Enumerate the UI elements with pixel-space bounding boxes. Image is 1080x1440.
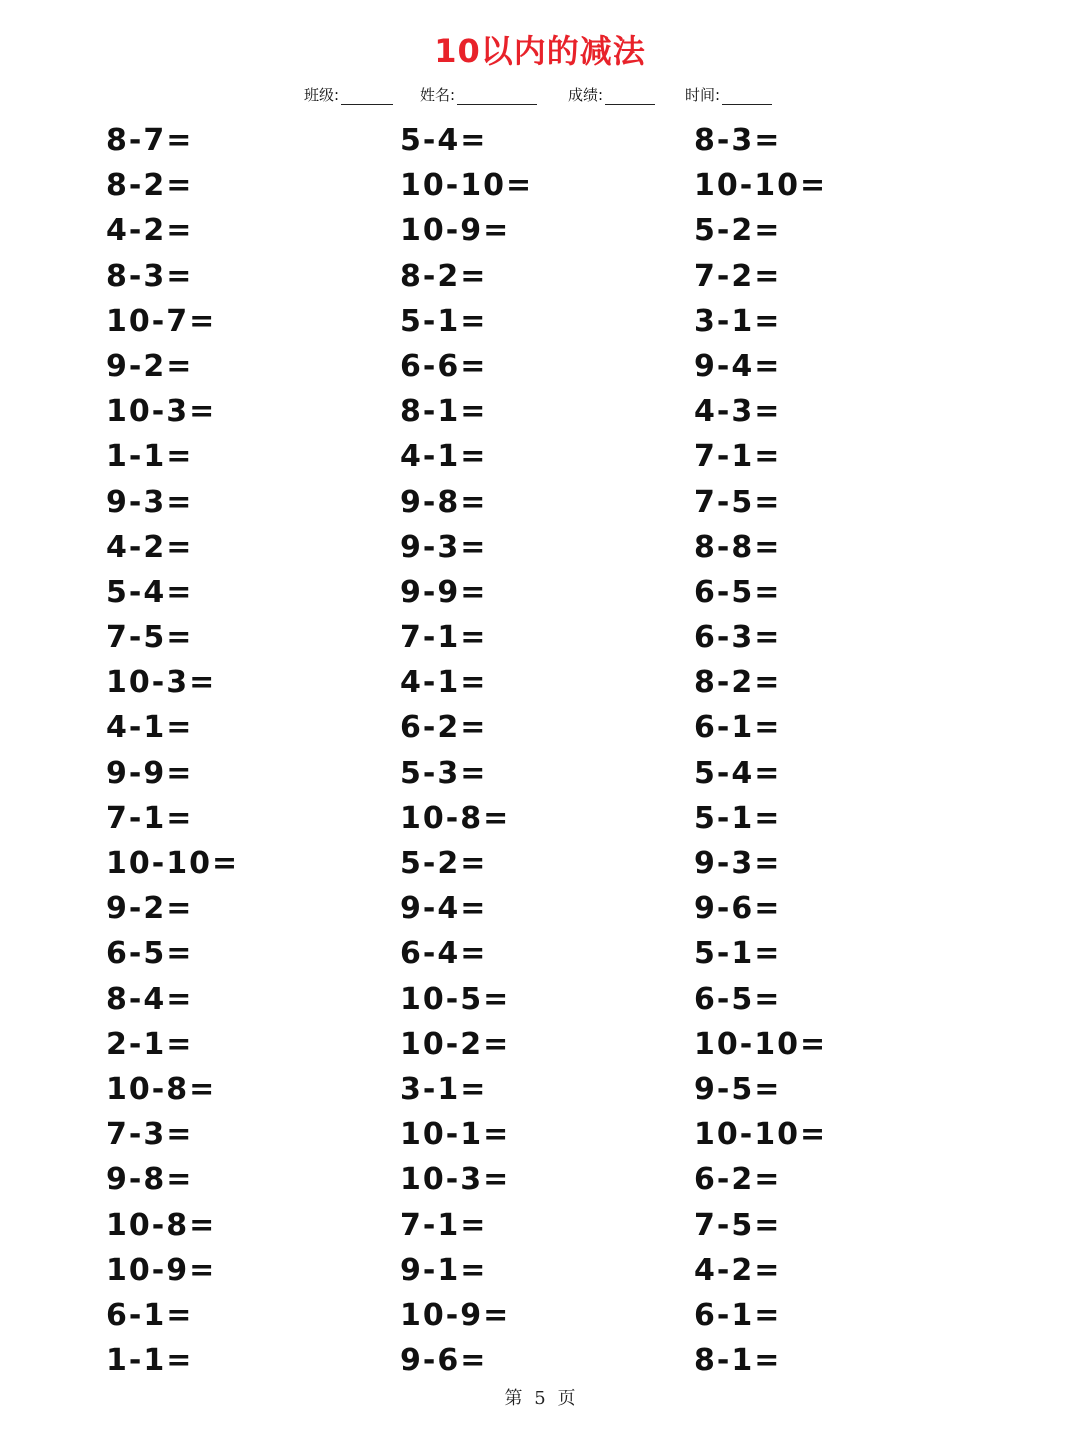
time-blank bbox=[722, 90, 772, 105]
math-problem: 7-3= bbox=[106, 1117, 194, 1153]
score-blank bbox=[605, 90, 655, 105]
math-problem: 10-3= bbox=[400, 1162, 511, 1198]
student-info-row bbox=[0, 84, 1080, 106]
math-problem: 10-8= bbox=[400, 800, 511, 836]
math-problem: 10-10= bbox=[400, 168, 534, 204]
math-problem: 7-1= bbox=[106, 800, 194, 836]
math-problem: 7-2= bbox=[694, 258, 782, 294]
math-problem: 5-4= bbox=[106, 574, 194, 610]
math-problem: 5-1= bbox=[694, 936, 782, 972]
math-problem: 6-5= bbox=[106, 936, 194, 972]
math-problem: 10-10= bbox=[694, 168, 828, 204]
problem-column-2 bbox=[400, 118, 690, 1383]
math-problem: 4-2= bbox=[106, 529, 194, 565]
math-problem: 6-2= bbox=[694, 1162, 782, 1198]
math-problem: 8-2= bbox=[694, 665, 782, 701]
math-problem: 9-8= bbox=[106, 1162, 194, 1198]
math-problem: 9-3= bbox=[694, 846, 782, 881]
math-problem: 2-1= bbox=[106, 1026, 194, 1062]
math-problem: 5-2= bbox=[400, 846, 488, 881]
math-problem: 10-9= bbox=[106, 1252, 217, 1288]
math-problem: 5-4= bbox=[400, 123, 488, 158]
math-problem: 4-2= bbox=[106, 213, 194, 249]
math-problem: 8-4= bbox=[106, 981, 194, 1017]
math-problem: 8-3= bbox=[106, 258, 194, 294]
math-problem: 9-8= bbox=[400, 484, 488, 520]
math-problem: 9-5= bbox=[694, 1071, 782, 1107]
math-problem: 9-9= bbox=[400, 574, 488, 610]
math-problem: 6-4= bbox=[400, 936, 488, 972]
math-problem: 9-6= bbox=[400, 1343, 488, 1379]
math-problem: 8-1= bbox=[400, 394, 488, 430]
problem-column-1 bbox=[106, 118, 396, 1383]
problem-column-3 bbox=[694, 118, 984, 1383]
math-problem: 3-1= bbox=[400, 1071, 488, 1107]
math-problem: 9-3= bbox=[400, 529, 488, 565]
math-problem: 10-10= bbox=[106, 846, 240, 881]
math-problem: 10-10= bbox=[694, 1026, 828, 1062]
math-problem: 7-1= bbox=[694, 439, 782, 475]
math-problem: 1-1= bbox=[106, 439, 194, 475]
math-problem: 5-4= bbox=[694, 755, 782, 791]
math-problem: 7-5= bbox=[694, 1207, 782, 1243]
math-problem: 7-1= bbox=[400, 620, 488, 656]
math-problem: 7-5= bbox=[106, 620, 194, 656]
math-problem: 4-3= bbox=[694, 394, 782, 430]
math-problem: 10-8= bbox=[106, 1071, 217, 1107]
math-problem: 10-3= bbox=[106, 394, 217, 430]
math-problem: 10-9= bbox=[400, 213, 511, 249]
score-label: 成绩: bbox=[568, 86, 604, 104]
math-problem: 10-10= bbox=[694, 1117, 828, 1153]
math-problem: 9-6= bbox=[694, 891, 782, 927]
math-problem: 6-3= bbox=[694, 620, 782, 656]
math-problem: 8-7= bbox=[106, 123, 194, 158]
math-problem: 10-3= bbox=[106, 665, 217, 701]
math-problem: 5-3= bbox=[400, 755, 488, 791]
math-problem: 6-1= bbox=[694, 710, 782, 746]
math-problem: 9-4= bbox=[400, 891, 488, 927]
math-problem: 3-1= bbox=[694, 303, 782, 339]
math-problem: 9-1= bbox=[400, 1252, 488, 1288]
math-problem: 5-1= bbox=[400, 303, 488, 339]
math-problem: 9-2= bbox=[106, 348, 194, 384]
math-problem: 10-9= bbox=[400, 1297, 511, 1333]
time-label: 时间: bbox=[685, 86, 721, 104]
math-problem: 4-1= bbox=[400, 439, 488, 475]
math-problem: 10-2= bbox=[400, 1026, 511, 1062]
page-number: 第 5 页 bbox=[504, 1388, 576, 1409]
math-problem: 8-2= bbox=[106, 168, 194, 204]
math-problem: 6-5= bbox=[694, 981, 782, 1017]
name-blank bbox=[457, 90, 537, 105]
math-problem: 6-2= bbox=[400, 710, 488, 746]
math-problem: 7-5= bbox=[694, 484, 782, 520]
score-field bbox=[568, 84, 655, 105]
math-problem: 6-1= bbox=[694, 1297, 782, 1333]
math-problem: 5-2= bbox=[694, 213, 782, 249]
math-problem: 4-1= bbox=[106, 710, 194, 746]
math-problem: 10-5= bbox=[400, 981, 511, 1017]
math-problem: 8-1= bbox=[694, 1343, 782, 1379]
math-problem: 6-1= bbox=[106, 1297, 194, 1333]
math-problem: 6-6= bbox=[400, 348, 488, 384]
math-problem: 9-2= bbox=[106, 891, 194, 927]
time-field bbox=[685, 84, 772, 105]
math-problem: 6-5= bbox=[694, 574, 782, 610]
math-problem: 10-8= bbox=[106, 1207, 217, 1243]
class-label: 班级: bbox=[304, 86, 340, 104]
math-problem: 9-9= bbox=[106, 755, 194, 791]
math-problem: 8-3= bbox=[694, 123, 782, 158]
math-problem: 10-1= bbox=[400, 1117, 511, 1153]
name-label: 姓名: bbox=[420, 86, 456, 104]
class-field bbox=[304, 84, 393, 105]
math-problem: 9-4= bbox=[694, 348, 782, 384]
math-problem: 8-8= bbox=[694, 529, 782, 565]
math-problem: 5-1= bbox=[694, 800, 782, 836]
name-field bbox=[420, 84, 537, 105]
math-problem: 1-1= bbox=[106, 1343, 194, 1379]
math-problem: 10-7= bbox=[106, 303, 217, 339]
math-problem: 4-1= bbox=[400, 665, 488, 701]
page-title: 10以内的减法 bbox=[434, 32, 646, 70]
math-problem: 9-3= bbox=[106, 484, 194, 520]
math-problem: 7-1= bbox=[400, 1207, 488, 1243]
math-problem: 8-2= bbox=[400, 258, 488, 294]
math-problem: 4-2= bbox=[694, 1252, 782, 1288]
class-blank bbox=[341, 90, 393, 105]
